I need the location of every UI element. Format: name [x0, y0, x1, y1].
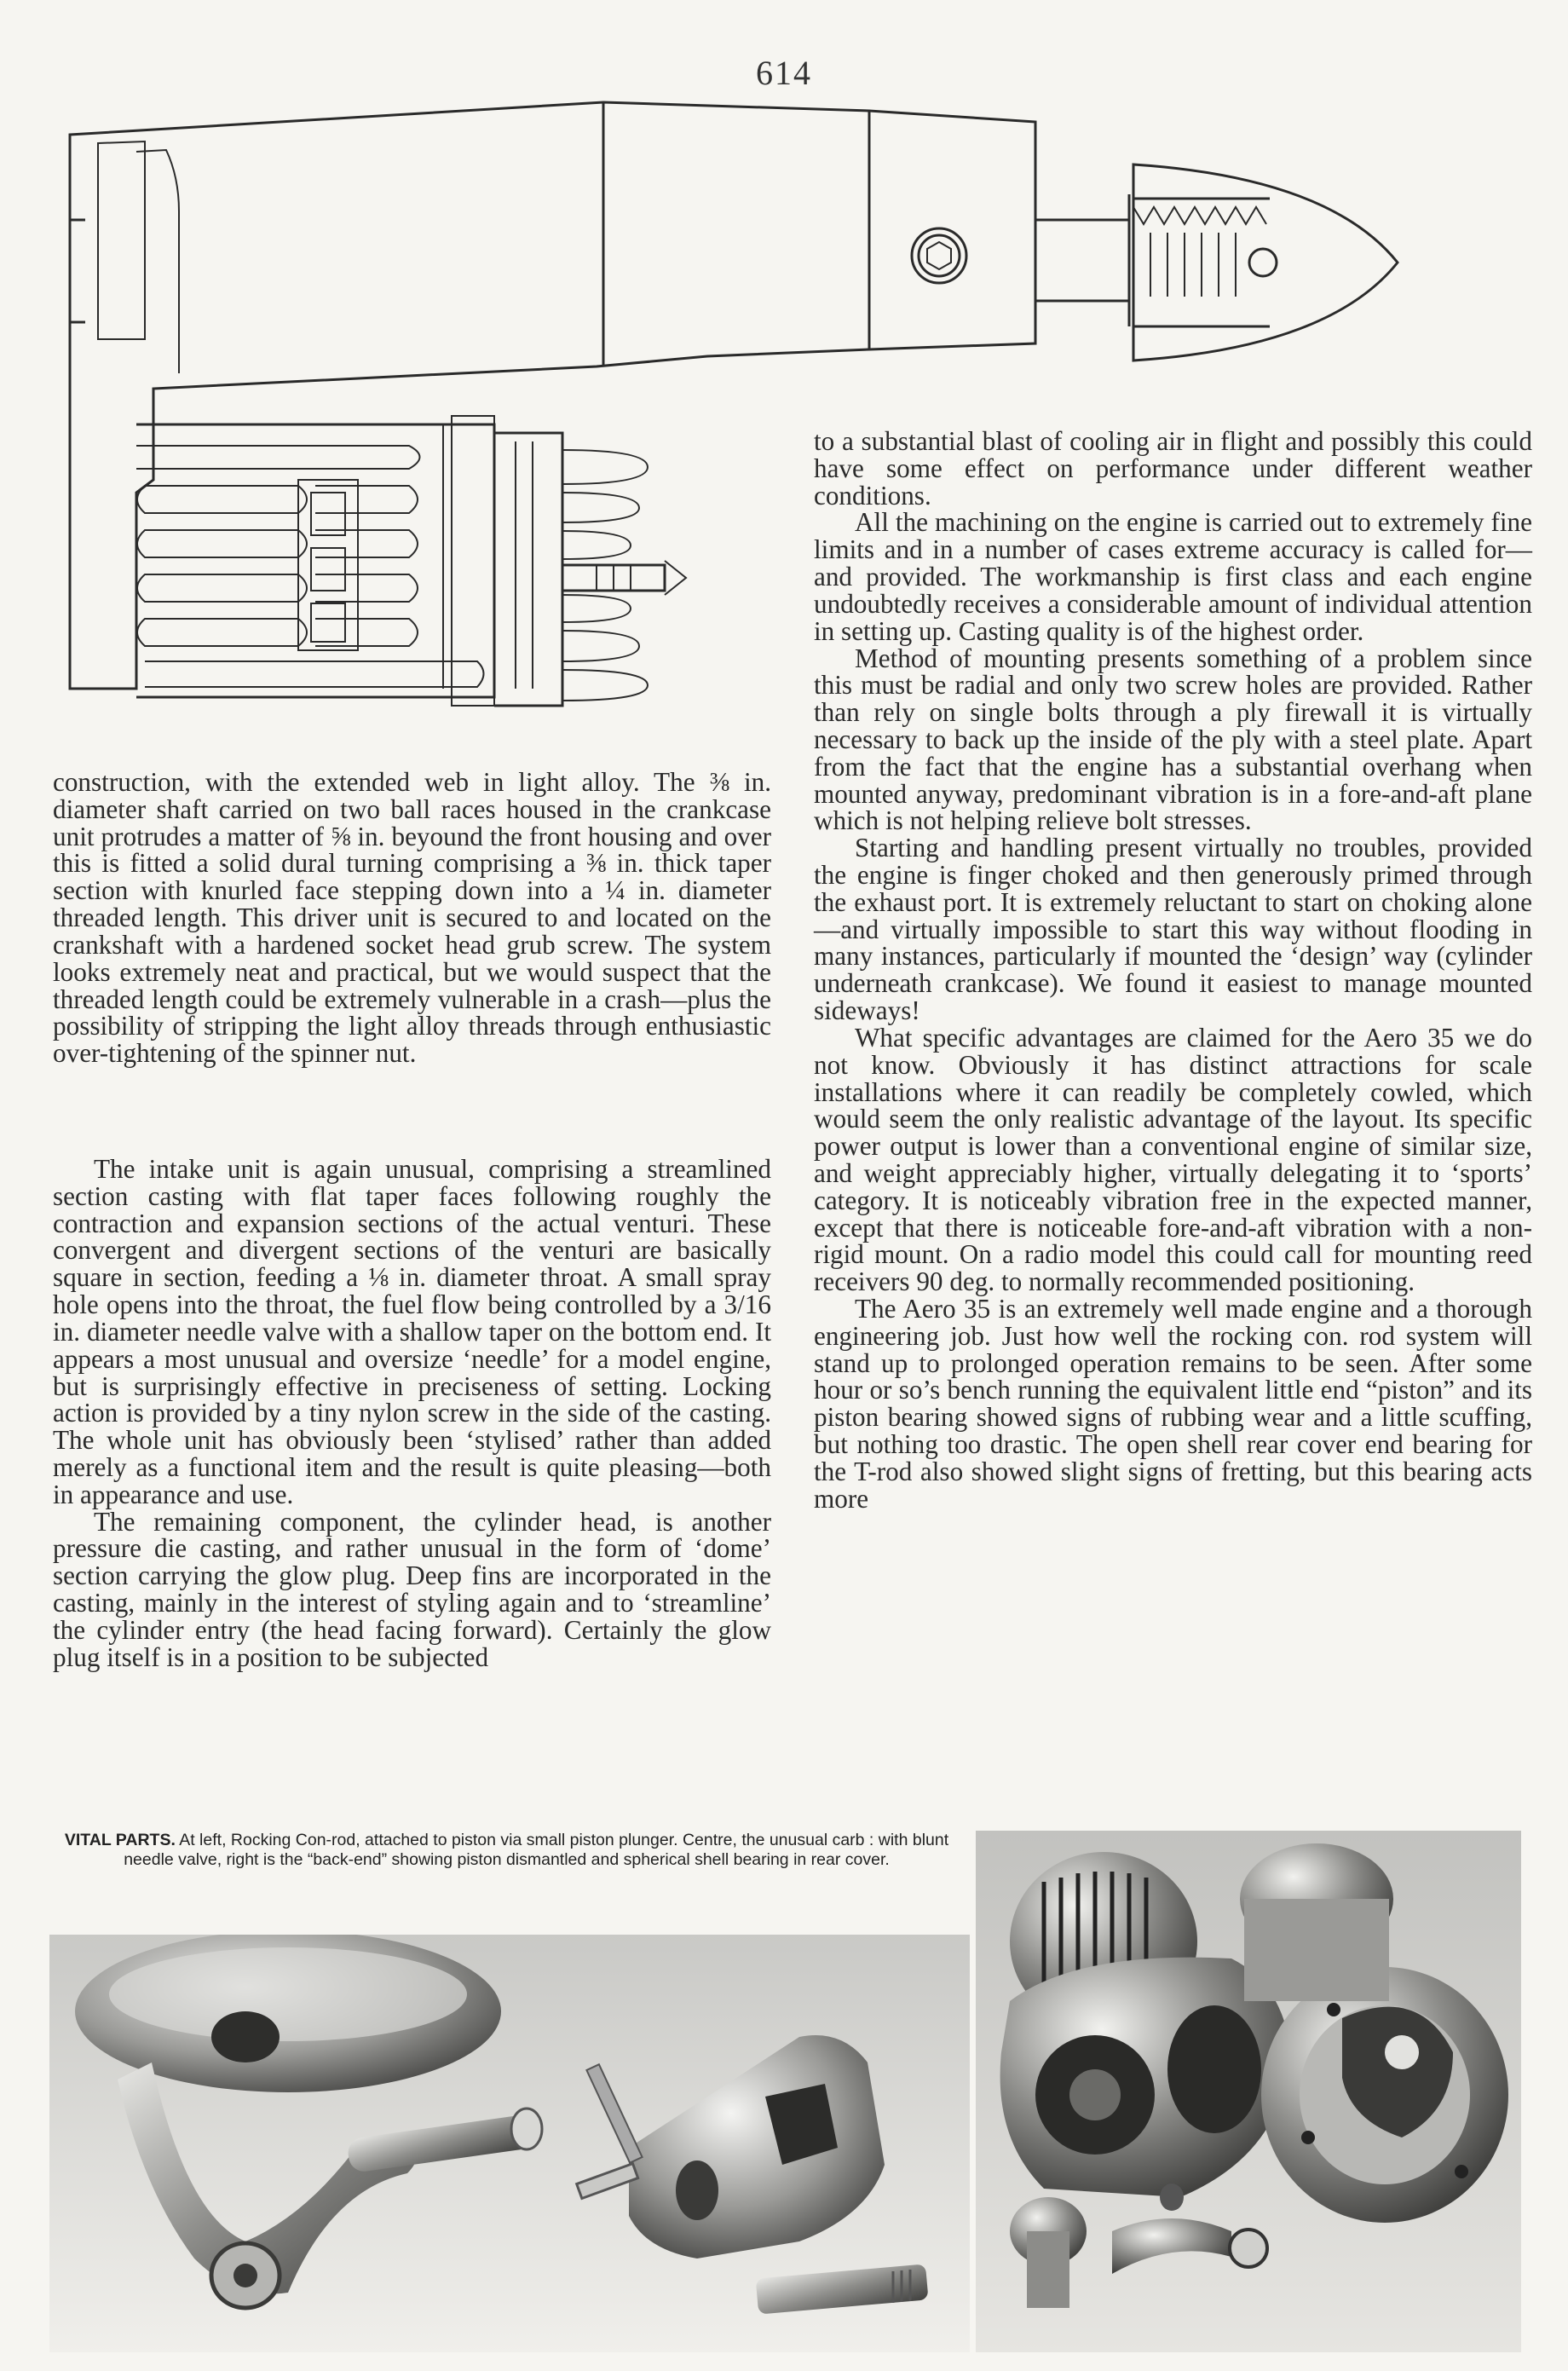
- con-rod-and-carb-photo: [49, 1935, 970, 2352]
- paragraph: construction, with the extended web in light alloy. The ⅜ in. diameter shaft carried on two ball races housed in the crankcase unit protrudes a matter of ⅝ in. beyound the front housing and over this is fitted a solid dural turning comprising a ⅜ in. thick taper section with knurled face stepping down into a ¼ in. diameter threaded length. This driver unit is secured to and located on the crankshaft with a hardened socket head grub screw. The system looks extremely neat and practical, but we would suspect that the threaded length could be extremely vulnerable in a crash—plus the possibility of stripping the light alloy threads through enthusiastic over-tightening of the spinner nut.: [53, 767, 771, 1069]
- paragraph: What specific advantages are claimed for the Aero 35 we do not know. Obviously it has distinct attractions for scale installations where it can readily be completely cowled, which would seem the only realistic advantage of the layout. Its specific power output is lower than a conventional engine of similar size, and weight appreciably higher, virtually delegating it to ‘sports’ category. It is noticeably vibration free in the expected manner, except that there is noticeable fore-and-aft vibration with a non-rigid mount. On a radio model this could call for mounting reed receivers 90 deg. to normally recommended positioning.: [814, 1022, 1532, 1297]
- paragraph: The intake unit is again unusual, comprising a streamlined section casting with flat taper faces following roughly the contraction and expansion sections of the actual venturi. These convergent and divergent sections of the venturi are basically square in section, feeding a ⅛ in. diameter throat. A small spray hole opens into the throat, the fuel flow being controlled by a 3/16 in. diameter needle valve with a shallow taper on the bottom end. It appears a most unusual and oversize ‘needle’ for a model engine, but is surprisingly effective in preciseness of setting. Locking action is provided by a tiny nylon screw in the side of the casting. The whole unit has obviously been ‘stylised’ rather than added merely as a functional item and the result is quite pleasing—both in appearance and use.: [53, 1154, 771, 1509]
- paragraph: Method of mounting presents something of a problem since this must be radial and only two screw holes are provided. Rather than rely on single bolts through a ply firewall it is virtually necessary to back up the inside of the ply with a steel plate. Apart from the fact that the engine has a substantial overhang when mounted anyway, predominant vibration is in a fore-and-aft plane which is not helping relieve bolt stresses.: [814, 643, 1532, 836]
- paragraph: The remaining component, the cylinder head, is another pressure die casting, and rather unusual in the form of ‘dome’ section carrying the glow plug. Deep fins are incorporated in the casting, mainly in the interest of styling again and to ‘streamline’ the cylinder entry (the head facing forward). Certainly the glow plug itself is in a position to be subjected: [53, 1506, 771, 1672]
- caption-lead: VITAL PARTS.: [64, 1831, 176, 1849]
- caption-text: At left, Rocking Con-rod, attached to piston via small piston plunger. Centre, the unusual carb : with blunt needle valve, right is the “back-end” showing piston dismantled and spherical shell bearing in rear cover.: [124, 1831, 949, 1869]
- paragraph: The Aero 35 is an extremely well made engine and a thorough engineering job. Just how well the rocking con. rod system will stand up to prolonged operation remains to be seen. After some hour or so’s bench running the equivalent little end “piston” and its piston bearing showed signs of rubbing wear and a little scuffing, but nothing too drastic. The open shell rear cover end bearing for the T-rod also showed slight signs of fretting, but this bearing acts more: [814, 1294, 1532, 1514]
- paragraph: Starting and handling present virtually no troubles, provided the engine is finger choked and then generously primed through the exhaust port. It is extremely reluctant to start on choking alone—and virtually impossible to start this way without flooding in many instances, particularly if mounted the ‘design’ way (cylinder underneath crankcase). We found it easiest to manage mounted sideways!: [814, 833, 1532, 1026]
- left-column-top: [53, 769, 771, 1067]
- page-number: 614: [756, 54, 812, 92]
- paragraph: All the machining on the engine is carried out to extremely fine limits and in a number of cases extreme accuracy is called for—and provided. The workmanship is first class and each engine undoubtedly receives a considerable amount of individual attention in setting up. Casting quality is of the highest order.: [814, 507, 1532, 646]
- photo-caption: [53, 1831, 960, 1870]
- paragraph: to a substantial blast of cooling air in flight and possibly this could have some effect on performance under different weather conditions.: [814, 426, 1532, 511]
- back-end-photo: [976, 1831, 1521, 2352]
- right-column: [814, 428, 1532, 1513]
- left-column-bottom: [53, 1156, 771, 1670]
